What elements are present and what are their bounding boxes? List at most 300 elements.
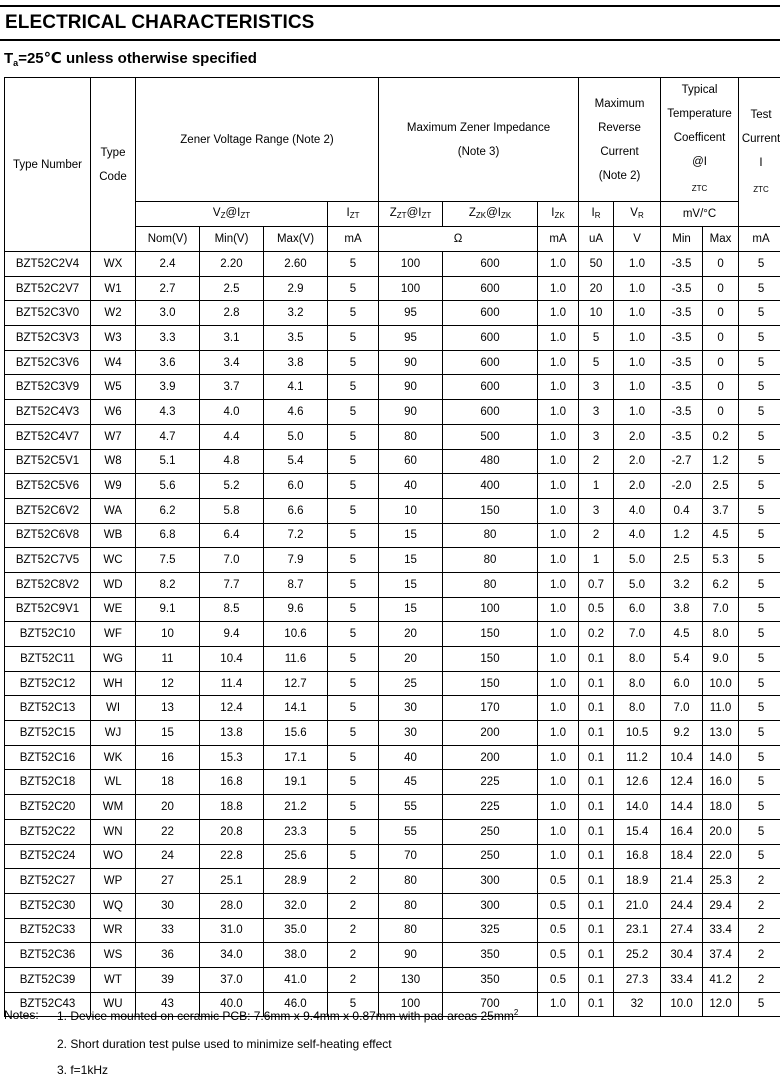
table-cell: WQ — [91, 893, 136, 918]
table-cell: 0.4 — [661, 498, 703, 523]
table-cell: 55 — [379, 819, 443, 844]
table-cell: 0.1 — [579, 721, 614, 746]
unit-min: Min(V) — [200, 227, 264, 252]
table-cell: 1.0 — [614, 252, 661, 277]
table-cell: BZT52C10 — [5, 622, 91, 647]
table-cell: 225 — [443, 795, 538, 820]
table-cell: BZT52C4V3 — [5, 400, 91, 425]
table-row — [5, 893, 780, 918]
table-cell: 2.5 — [661, 548, 703, 573]
section-title-bar — [0, 5, 780, 41]
table-cell: 16.4 — [661, 819, 703, 844]
table-cell: 5 — [579, 350, 614, 375]
table-cell: -3.5 — [661, 400, 703, 425]
table-cell: 30 — [379, 696, 443, 721]
table-cell: 80 — [379, 893, 443, 918]
table-cell: BZT52C33 — [5, 918, 91, 943]
table-cell: 8.7 — [264, 572, 328, 597]
table-cell: 5 — [328, 770, 379, 795]
table-cell: W6 — [91, 400, 136, 425]
table-cell: 12.4 — [661, 770, 703, 795]
table-cell: 0.1 — [579, 770, 614, 795]
table-cell: 30.4 — [661, 943, 703, 968]
table-cell: 0.5 — [579, 597, 614, 622]
table-cell: WJ — [91, 721, 136, 746]
table-cell: 3.7 — [703, 498, 739, 523]
table-cell: 37.0 — [200, 967, 264, 992]
table-cell: BZT52C16 — [5, 745, 91, 770]
table-cell: 12.7 — [264, 671, 328, 696]
table-cell: -3.5 — [661, 375, 703, 400]
table-cell: WL — [91, 770, 136, 795]
table-cell: 80 — [379, 869, 443, 894]
table-cell: 4.0 — [200, 400, 264, 425]
table-cell: 33.4 — [661, 967, 703, 992]
table-cell: 5 — [579, 326, 614, 351]
table-cell: 1.0 — [538, 548, 579, 573]
table-cell: 2 — [328, 943, 379, 968]
table-cell: 14.1 — [264, 696, 328, 721]
table-cell: 0 — [703, 375, 739, 400]
table-cell: 7.0 — [661, 696, 703, 721]
unit-ir: uA — [579, 227, 614, 252]
note-1: 1. Device mounted on ceramic PCB: 7.6mm x 9.4mm x 0.87mm with pad areas $25mm^2$ — [57, 1008, 519, 1023]
table-cell: 2 — [739, 967, 780, 992]
table-cell: 3.8 — [264, 350, 328, 375]
table-cell: 7.9 — [264, 548, 328, 573]
table-cell: 150 — [443, 622, 538, 647]
table-cell: 10 — [136, 622, 200, 647]
table-cell: 41.0 — [264, 967, 328, 992]
table-cell: 35.0 — [264, 918, 328, 943]
table-cell: 3 — [579, 424, 614, 449]
table-cell: 4.0 — [614, 498, 661, 523]
section-title: ELECTRICAL CHARACTERISTICS — [5, 12, 315, 33]
table-cell: 17.1 — [264, 745, 328, 770]
table-cell: 13.8 — [200, 721, 264, 746]
table-cell: 80 — [443, 548, 538, 573]
header-type-number: Type Number — [5, 78, 91, 252]
table-row — [5, 474, 780, 499]
table-cell: 80 — [379, 918, 443, 943]
table-cell: 18.9 — [614, 869, 661, 894]
table-cell: 150 — [443, 671, 538, 696]
table-cell: 5 — [739, 424, 780, 449]
table-cell: 5 — [328, 350, 379, 375]
table-cell: 5 — [739, 597, 780, 622]
table-row — [5, 967, 780, 992]
table-cell: 10 — [579, 301, 614, 326]
table-cell: 3 — [579, 400, 614, 425]
table-cell: 3.2 — [264, 301, 328, 326]
table-cell: 0.1 — [579, 844, 614, 869]
table-cell: WN — [91, 819, 136, 844]
table-cell: BZT52C3V9 — [5, 375, 91, 400]
table-cell: 60 — [379, 449, 443, 474]
table-cell: 0.1 — [579, 671, 614, 696]
table-row — [5, 918, 780, 943]
header-temp-coefficient: Typical Temperature Coefficent @I $_{ZTC}$ — [661, 78, 739, 202]
table-cell: 5 — [328, 523, 379, 548]
table-cell: 130 — [379, 967, 443, 992]
table-cell: 7.7 — [200, 572, 264, 597]
table-cell: BZT52C6V2 — [5, 498, 91, 523]
table-cell: 6.6 — [264, 498, 328, 523]
table-cell: 5 — [328, 572, 379, 597]
table-row — [5, 498, 780, 523]
table-cell: 6.0 — [264, 474, 328, 499]
table-cell: 11.4 — [200, 671, 264, 696]
table-cell: 250 — [443, 844, 538, 869]
table-cell: 600 — [443, 350, 538, 375]
table-row — [5, 819, 780, 844]
table-cell: 3 — [579, 498, 614, 523]
table-cell: 150 — [443, 498, 538, 523]
table-cell: 4.4 — [200, 424, 264, 449]
table-cell: 5 — [739, 745, 780, 770]
table-row — [5, 597, 780, 622]
table-cell: 0 — [703, 326, 739, 351]
table-cell: W4 — [91, 350, 136, 375]
table-cell: 80 — [443, 572, 538, 597]
table-cell: 5 — [328, 498, 379, 523]
table-cell: 0.1 — [579, 992, 614, 1017]
table-cell: 5.0 — [614, 548, 661, 573]
table-cell: 2.5 — [200, 276, 264, 301]
table-cell: 2.60 — [264, 252, 328, 277]
table-cell: 1.0 — [538, 498, 579, 523]
table-cell: -3.5 — [661, 350, 703, 375]
table-row — [5, 671, 780, 696]
table-cell: WP — [91, 869, 136, 894]
table-cell: BZT52C5V6 — [5, 474, 91, 499]
table-cell: 40 — [379, 745, 443, 770]
table-cell: 1.0 — [538, 795, 579, 820]
table-cell: 2.4 — [136, 252, 200, 277]
table-cell: WG — [91, 647, 136, 672]
table-cell: 5 — [328, 844, 379, 869]
table-cell: 3.8 — [661, 597, 703, 622]
header-reverse-current: Maximum Reverse Current (Note 2) — [579, 78, 661, 202]
table-cell: 7.0 — [614, 622, 661, 647]
table-cell: 15.6 — [264, 721, 328, 746]
table-body — [5, 252, 780, 1017]
table-cell: BZT52C3V3 — [5, 326, 91, 351]
table-cell: -3.5 — [661, 276, 703, 301]
table-row — [5, 301, 780, 326]
table-cell: 600 — [443, 400, 538, 425]
note-2: 2. Short duration test pulse used to minimize self-heating effect — [57, 1037, 392, 1051]
table-cell: 23.1 — [614, 918, 661, 943]
table-cell: 50 — [579, 252, 614, 277]
table-cell: 8.0 — [703, 622, 739, 647]
table-cell: 5 — [739, 770, 780, 795]
table-cell: 1.0 — [538, 301, 579, 326]
table-cell: W8 — [91, 449, 136, 474]
table-cell: 5 — [328, 992, 379, 1017]
table-cell: 14.0 — [703, 745, 739, 770]
table-cell: 3.4 — [200, 350, 264, 375]
table-cell: BZT52C3V0 — [5, 301, 91, 326]
table-cell: 95 — [379, 326, 443, 351]
table-cell: BZT52C11 — [5, 647, 91, 672]
table-cell: 150 — [443, 647, 538, 672]
table-cell: 4.5 — [703, 523, 739, 548]
table-cell: -2.0 — [661, 474, 703, 499]
table-row — [5, 548, 780, 573]
table-cell: BZT52C9V1 — [5, 597, 91, 622]
table-cell: 5.0 — [614, 572, 661, 597]
table-cell: 1.0 — [538, 424, 579, 449]
table-row — [5, 770, 780, 795]
table-cell: 5 — [328, 276, 379, 301]
table-row — [5, 943, 780, 968]
table-cell: 1.0 — [538, 992, 579, 1017]
table-cell: 8.5 — [200, 597, 264, 622]
table-cell: 1.2 — [703, 449, 739, 474]
table-cell: 200 — [443, 721, 538, 746]
table-cell: 3.6 — [136, 350, 200, 375]
table-cell: 0.1 — [579, 869, 614, 894]
table-cell: 15 — [379, 597, 443, 622]
table-row — [5, 647, 780, 672]
electrical-characteristics-table — [4, 77, 780, 1017]
table-cell: 80 — [379, 424, 443, 449]
table-cell: WA — [91, 498, 136, 523]
table-cell: 0 — [703, 252, 739, 277]
table-cell: 1.0 — [538, 474, 579, 499]
table-cell: 10 — [379, 498, 443, 523]
table-cell: 12.0 — [703, 992, 739, 1017]
table-cell: 9.6 — [264, 597, 328, 622]
table-cell: 0.1 — [579, 819, 614, 844]
table-cell: 55 — [379, 795, 443, 820]
table-cell: 5 — [328, 597, 379, 622]
table-cell: 10.4 — [200, 647, 264, 672]
table-cell: 4.7 — [136, 424, 200, 449]
unit-izt: mA — [328, 227, 379, 252]
table-cell: 6.0 — [661, 671, 703, 696]
table-cell: BZT52C12 — [5, 671, 91, 696]
table-cell: 2 — [328, 893, 379, 918]
table-cell: 32 — [614, 992, 661, 1017]
table-cell: 18.4 — [661, 844, 703, 869]
table-cell: 5 — [328, 721, 379, 746]
table-cell: 3.2 — [661, 572, 703, 597]
table-cell: BZT52C43 — [5, 992, 91, 1017]
table-cell: 1.2 — [661, 523, 703, 548]
table-cell: 1.0 — [538, 252, 579, 277]
table-cell: 1.0 — [538, 671, 579, 696]
table-cell: 25.1 — [200, 869, 264, 894]
unit-tc-min: Min — [661, 227, 703, 252]
header-zener-impedance: Maximum Zener Impedance (Note 3) — [379, 78, 579, 202]
table-cell: 300 — [443, 869, 538, 894]
table-cell: BZT52C36 — [5, 943, 91, 968]
table-cell: 5 — [328, 400, 379, 425]
table-cell: W9 — [91, 474, 136, 499]
table-cell: 5 — [739, 844, 780, 869]
table-cell: 5 — [328, 671, 379, 696]
table-cell: 1.0 — [538, 770, 579, 795]
table-cell: 6.0 — [614, 597, 661, 622]
unit-ohm: Ω — [379, 227, 538, 252]
table-cell: 4.5 — [661, 622, 703, 647]
table-cell: 80 — [443, 523, 538, 548]
table-cell: 5.4 — [264, 449, 328, 474]
table-cell: 11.2 — [614, 745, 661, 770]
table-cell: 22.8 — [200, 844, 264, 869]
table-row — [5, 869, 780, 894]
header-zener-voltage: Zener Voltage Range (Note 2) — [136, 78, 379, 202]
table-cell: 4.0 — [614, 523, 661, 548]
table-cell: 1 — [579, 548, 614, 573]
table-cell: 1.0 — [538, 597, 579, 622]
table-cell: 600 — [443, 326, 538, 351]
unit-vr: V — [614, 227, 661, 252]
table-cell: 16.8 — [614, 844, 661, 869]
table-cell: 5 — [739, 498, 780, 523]
table-cell: 300 — [443, 893, 538, 918]
table-cell: 4.1 — [264, 375, 328, 400]
table-cell: 32.0 — [264, 893, 328, 918]
table-cell: 90 — [379, 350, 443, 375]
table-cell: 100 — [379, 276, 443, 301]
table-row — [5, 350, 780, 375]
table-cell: 8.0 — [614, 696, 661, 721]
table-cell: 3.3 — [136, 326, 200, 351]
table-cell: 8.0 — [614, 647, 661, 672]
table-cell: 5 — [328, 819, 379, 844]
table-cell: BZT52C22 — [5, 819, 91, 844]
table-cell: 90 — [379, 375, 443, 400]
header-zzt: $Z_{ZT}@I_{ZT}$ — [379, 202, 443, 227]
table-cell: WI — [91, 696, 136, 721]
table-cell: 5 — [739, 400, 780, 425]
table-cell: 5 — [739, 523, 780, 548]
table-cell: 12.4 — [200, 696, 264, 721]
table-cell: 3.1 — [200, 326, 264, 351]
table-cell: 5 — [739, 252, 780, 277]
table-cell: 0.5 — [538, 869, 579, 894]
table-cell: 6.2 — [703, 572, 739, 597]
table-cell: 25 — [379, 671, 443, 696]
table-cell: 2.8 — [200, 301, 264, 326]
table-cell: 2 — [739, 869, 780, 894]
header-test-current: Test Current I $_{ZTC}$ — [739, 78, 780, 227]
table-cell: 31.0 — [200, 918, 264, 943]
table-row — [5, 696, 780, 721]
table-cell: 22 — [136, 819, 200, 844]
table-cell: -2.7 — [661, 449, 703, 474]
table-cell: 3 — [579, 375, 614, 400]
table-cell: WR — [91, 918, 136, 943]
table-cell: 5 — [739, 992, 780, 1017]
table-cell: 39 — [136, 967, 200, 992]
table-cell: 8.2 — [136, 572, 200, 597]
table-cell: 5 — [739, 696, 780, 721]
table-cell: 1.0 — [614, 350, 661, 375]
table-cell: 7.5 — [136, 548, 200, 573]
table-cell: BZT52C18 — [5, 770, 91, 795]
table-cell: 33.4 — [703, 918, 739, 943]
table-cell: 0.7 — [579, 572, 614, 597]
table-cell: 9.1 — [136, 597, 200, 622]
table-cell: 21.4 — [661, 869, 703, 894]
table-cell: 1.0 — [614, 326, 661, 351]
table-cell: 0.2 — [703, 424, 739, 449]
table-cell: 20.8 — [200, 819, 264, 844]
table-cell: BZT52C5V1 — [5, 449, 91, 474]
table-cell: 24.4 — [661, 893, 703, 918]
table-cell: 0.1 — [579, 745, 614, 770]
table-cell: 30 — [379, 721, 443, 746]
table-cell: W7 — [91, 424, 136, 449]
table-cell: 2.20 — [200, 252, 264, 277]
table-cell: 5.6 — [136, 474, 200, 499]
table-cell: 38.0 — [264, 943, 328, 968]
table-cell: 5 — [328, 375, 379, 400]
header-zzk: $Z_{ZK}@I_{ZK}$ — [443, 202, 538, 227]
table-cell: 25.3 — [703, 869, 739, 894]
table-cell: 5 — [739, 671, 780, 696]
table-cell: 5 — [328, 795, 379, 820]
table-cell: 2.7 — [136, 276, 200, 301]
table-cell: 9.4 — [200, 622, 264, 647]
table-cell: 0.1 — [579, 967, 614, 992]
table-cell: 46.0 — [264, 992, 328, 1017]
table-cell: 5 — [739, 276, 780, 301]
unit-test-current: mA — [739, 227, 780, 252]
table-cell: 5 — [328, 252, 379, 277]
table-cell: 2 — [328, 967, 379, 992]
table-cell: 5 — [328, 647, 379, 672]
table-cell: 5 — [739, 622, 780, 647]
table-cell: 1.0 — [538, 844, 579, 869]
table-cell: 15.4 — [614, 819, 661, 844]
table-cell: 13 — [136, 696, 200, 721]
table-cell: 1.0 — [614, 400, 661, 425]
table-cell: 600 — [443, 252, 538, 277]
table-cell: 10.0 — [661, 992, 703, 1017]
table-cell: 6.8 — [136, 523, 200, 548]
table-cell: 90 — [379, 400, 443, 425]
table-cell: 15.3 — [200, 745, 264, 770]
table-cell: 2.0 — [614, 449, 661, 474]
table-cell: 16.0 — [703, 770, 739, 795]
table-cell: 20.0 — [703, 819, 739, 844]
table-cell: 11.0 — [703, 696, 739, 721]
table-cell: 95 — [379, 301, 443, 326]
table-cell: WH — [91, 671, 136, 696]
header-vz: $V_Z@I_{ZT}$ — [136, 202, 328, 227]
table-cell: 0.1 — [579, 647, 614, 672]
table-cell: 5.2 — [200, 474, 264, 499]
unit-nom: Nom(V) — [136, 227, 200, 252]
table-row — [5, 745, 780, 770]
table-cell: 10.4 — [661, 745, 703, 770]
table-cell: 0.1 — [579, 696, 614, 721]
table-cell: W2 — [91, 301, 136, 326]
table-cell: 13.0 — [703, 721, 739, 746]
table-cell: WK — [91, 745, 136, 770]
table-cell: 5 — [739, 548, 780, 573]
table-cell: 0 — [703, 350, 739, 375]
table-cell: BZT52C27 — [5, 869, 91, 894]
table-cell: 18.0 — [703, 795, 739, 820]
table-cell: BZT52C2V7 — [5, 276, 91, 301]
table-cell: 1.0 — [538, 572, 579, 597]
